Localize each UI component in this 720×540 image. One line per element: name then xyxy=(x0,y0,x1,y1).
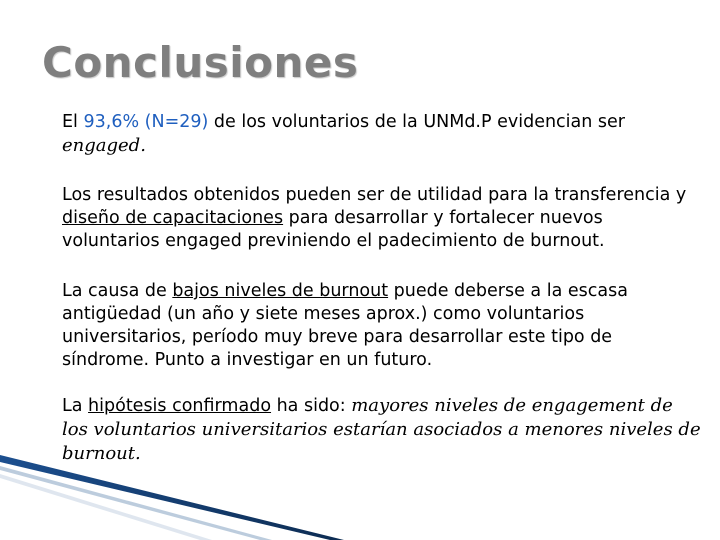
p2-text: Los resultados obtenidos pueden ser de utilidad para la transferencia y xyxy=(62,185,687,205)
p2-text-rest: para desarrollar y fortalecer nuevos voluntarios engaged previniendo el padecimiento de burnout. xyxy=(62,208,605,251)
p3-text-rest: puede deberse a la escasa antigüedad (un año y siete meses aprox.) como voluntarios universitarios, período muy breve para desarrollar este tipo de síndrome. Punto a investigar en un futuro. xyxy=(62,281,628,370)
paragraph-hypothesis xyxy=(62,394,702,466)
p1-sample-size: (N=29) xyxy=(144,112,209,132)
p2-training-design: diseño de capacitaciones xyxy=(62,208,284,228)
p1-engaged-term: engaged. xyxy=(62,135,146,156)
p3-text: La causa de xyxy=(62,281,173,301)
paragraph-results xyxy=(62,184,702,253)
p1-text-rest: de los voluntarios de la UNMd.P evidencian ser xyxy=(208,112,625,132)
p1-percentage: 93,6% xyxy=(83,112,140,132)
paragraph-cause xyxy=(62,280,702,372)
paragraph-engaged xyxy=(62,111,702,158)
p4-text-mid: ha sido: xyxy=(271,396,352,416)
p4-hypothesis: hipótesis confirmado xyxy=(88,396,272,416)
p1-text: El xyxy=(62,112,84,132)
p3-low-burnout: bajos niveles de burnout xyxy=(172,281,389,301)
p4-text: La xyxy=(62,396,89,416)
slide-title: Conclusiones xyxy=(42,38,359,87)
p4-hypothesis-statement: mayores niveles de engagement de los voluntarios universitarios estarían asociados a menores niveles de burnout. xyxy=(62,395,701,464)
